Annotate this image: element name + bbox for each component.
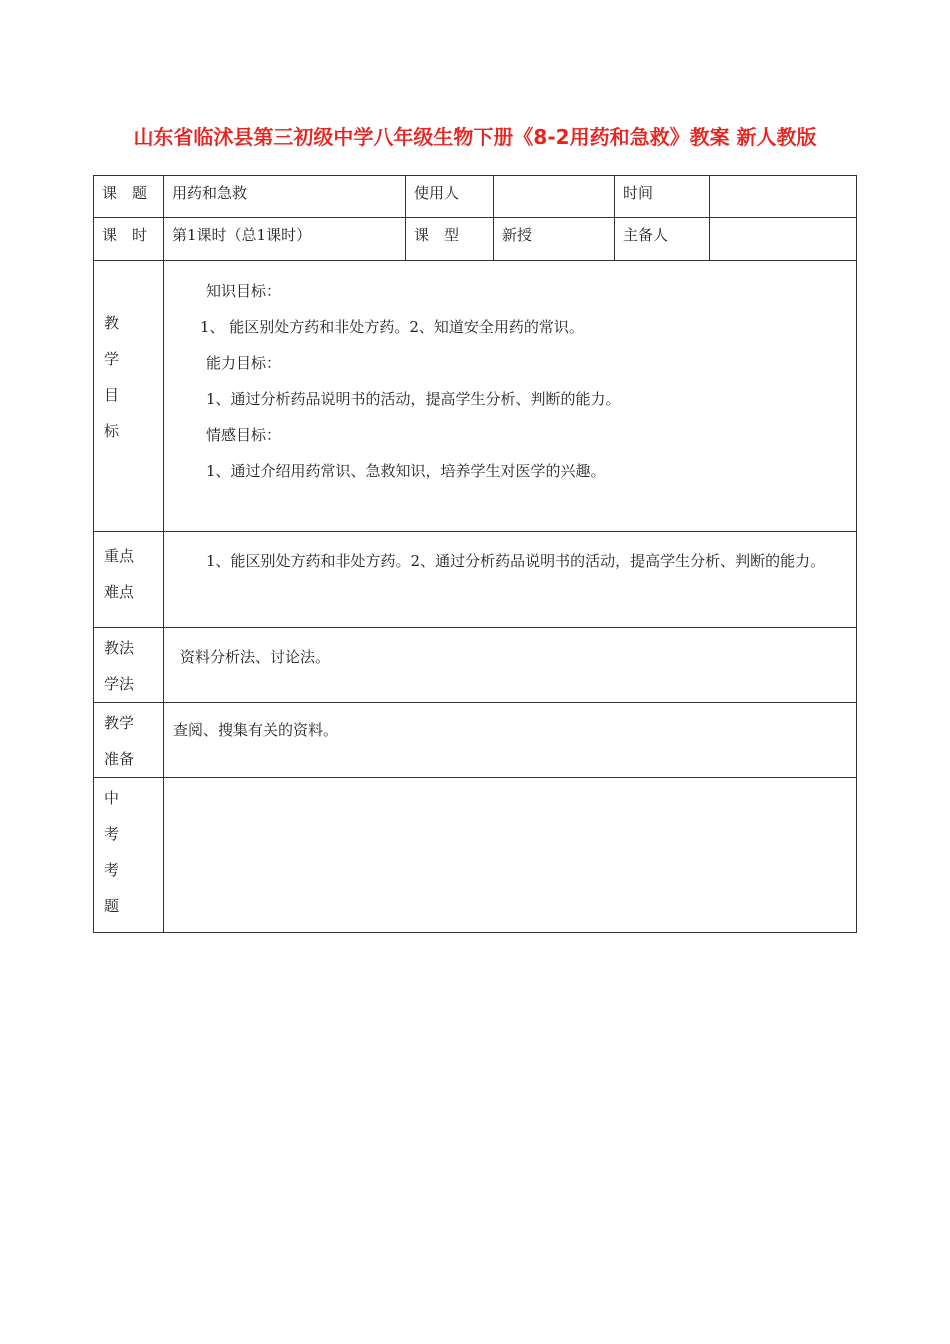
type-value: 新授 (502, 226, 533, 244)
user-label: 使用人 (414, 184, 460, 202)
row-objectives (94, 261, 857, 532)
ability-heading: 能力目标： (206, 354, 282, 372)
row-exam (94, 778, 857, 933)
row-preparation (94, 703, 857, 778)
key-points-label: 重点 难点 (104, 547, 135, 601)
methods-label: 教法 学法 (104, 639, 135, 693)
row-methods (94, 628, 857, 703)
user-value (494, 176, 614, 188)
lesson-plan-table (93, 175, 857, 933)
knowledge-text: 1、 能区别处方药和非处方药。2、知道安全用药的常识。 (200, 318, 584, 336)
objectives-label: 教 学 目 标 (104, 314, 120, 440)
exam-label: 中 考 考 题 (104, 789, 120, 915)
row-topic (94, 176, 857, 218)
topic-label: 课 题 (102, 184, 148, 202)
preparer-value (710, 218, 856, 230)
exam-content (164, 778, 856, 790)
emotion-text: 1、通过介绍用药常识、急救知识，培养学生对医学的兴趣。 (206, 462, 606, 480)
objectives-content (164, 261, 856, 489)
key-points-text: 1、能区别处方药和非处方药。2、通过分析药品说明书的活动，提高学生分析、判断的能力。 (206, 552, 826, 570)
row-key-points (94, 532, 857, 628)
methods-text: 资料分析法、讨论法。 (180, 648, 331, 666)
type-label: 课 型 (414, 226, 460, 244)
ability-text: 1、通过分析药品说明书的活动，提高学生分析、判断的能力。 (206, 390, 621, 408)
document-title: 山东省临沭县第三初级中学八年级生物下册《8-2用药和急救》教案 新人教版 (133, 125, 817, 149)
period-value: 第1课时（总1课时） (172, 226, 312, 244)
preparation-label: 教学 准备 (104, 714, 135, 768)
emotion-heading: 情感目标： (206, 426, 282, 444)
topic-value: 用药和急救 (172, 184, 248, 202)
knowledge-heading: 知识目标： (206, 282, 282, 300)
preparation-text: 查阅、搜集有关的资料。 (173, 721, 339, 739)
time-label: 时间 (623, 184, 654, 202)
time-value (710, 176, 856, 188)
preparer-label: 主备人 (623, 226, 669, 244)
row-period (94, 218, 857, 261)
period-label: 课 时 (102, 226, 148, 244)
